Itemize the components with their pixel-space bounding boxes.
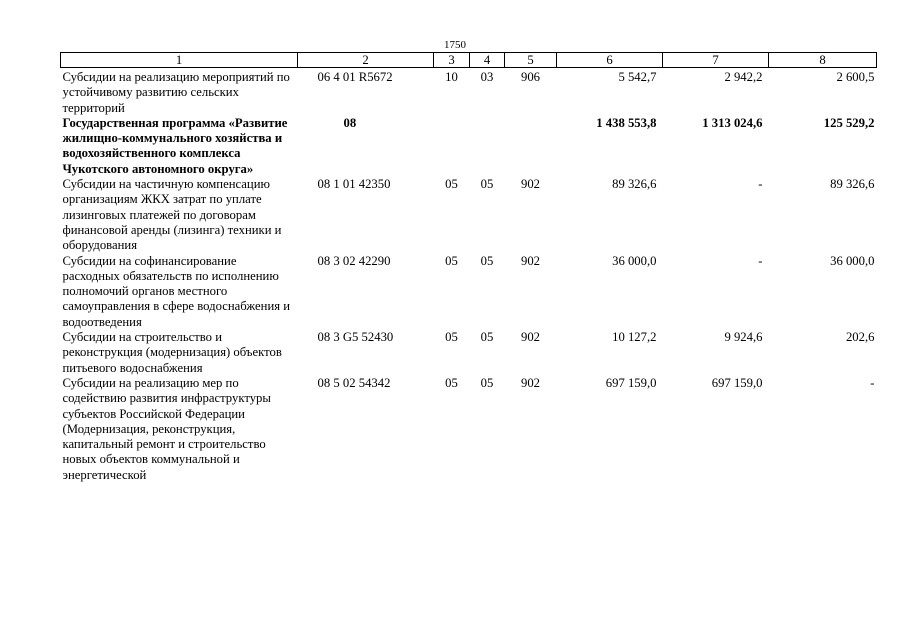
row-col-8: 89 326,6 [830,177,875,192]
budget-table [60,52,877,483]
header-col-1: 1 [61,53,298,68]
row-col-7: - [758,253,763,268]
row-col-6: 5 542,7 [618,70,657,84]
row-col-7: 1 313 024,6 [702,115,763,130]
row-col-7: 697 159,0 [711,375,763,390]
row-col-7: - [758,177,763,192]
row-col-4: 05 [480,253,494,268]
header-col-8: 8 [769,53,877,68]
row-col-8: 36 000,0 [830,253,875,268]
page-number: 1750 [444,39,466,51]
header-col-4: 4 [470,53,505,68]
row-col-6: 36 000,0 [612,253,657,268]
row-col-3: 10 [445,70,458,84]
row-name: Субсидии на реализацию мер по содействию развития инфраструктуры субъектов Российской Федерации (Модернизация, реконструкция, капитальный ремонт и строительство новых объектов коммунальной и энергетической [62,375,271,482]
row-col-7: 2 942,2 [724,70,763,84]
row-col-8: 202,6 [845,330,875,345]
row-col-5 [505,116,557,177]
row-col-4: 05 [480,375,494,390]
row-col-4: 05 [480,177,494,192]
table-body [61,68,877,484]
row-col-8: 125 529,2 [823,115,875,130]
row-col-6: 89 326,6 [612,177,657,192]
row-name: Субсидии на частичную компенсацию организациям ЖКХ затрат по уплате лизинговых платежей по договорам финансовой аренды (лизинга) техники и оборудования [62,177,282,253]
header-col-6: 6 [557,53,663,68]
row-col-5: 906 [520,70,541,84]
table-row [61,116,877,177]
row-col-8: 2 600,5 [836,70,875,84]
row-col-3: 05 [445,177,458,192]
header-col-3: 3 [434,53,470,68]
table-row [61,177,877,253]
row-col-5: 902 [520,253,541,268]
header-col-5: 5 [505,53,557,68]
table-row [61,330,877,376]
table-row [61,68,877,116]
row-name: Субсидии на строительство и реконструкция (модернизация) объектов питьевого водоснабжения [62,330,282,375]
table-row [61,254,877,330]
row-code: 08 5 02 54342 [317,375,391,390]
row-code: 08 3 02 42290 [317,253,391,268]
row-col-6: 1 438 553,8 [596,115,657,130]
row-col-3: 05 [445,330,458,345]
row-code: 08 1 01 42350 [317,177,391,192]
row-name: Субсидии на софинансирование расходных обязательств по исполнению полномочий органов местного самоуправления в сфере водоснабжения и водоотведения [62,253,291,329]
row-col-4 [470,116,505,177]
header-row [61,53,877,68]
row-col-5: 902 [520,330,541,345]
row-col-7: 9 924,6 [724,330,763,345]
row-col-3: 05 [445,253,458,268]
row-col-8: - [870,375,875,390]
table-row [61,376,877,483]
row-col-4: 03 [480,70,494,84]
row-col-6: 697 159,0 [605,375,657,390]
row-name: Субсидии на реализацию мероприятий по устойчивому развитию сельских территорий [62,70,290,115]
row-code: 08 3 G5 52430 [317,330,394,345]
row-col-5: 902 [520,375,541,390]
header-col-2: 2 [298,53,434,68]
row-code: 08 [343,115,357,130]
row-col-3: 05 [445,375,458,390]
row-col-5: 902 [520,177,541,192]
row-col-6: 10 127,2 [612,330,657,345]
row-code: 06 4 01 R5672 [317,70,393,84]
row-name: Государственная программа «Развитие жилищно-коммунального хозяйства и водохозяйственного комплекса Чукотского автономного округа» [62,115,288,176]
row-col-3 [434,116,470,177]
header-col-7: 7 [663,53,769,68]
row-col-4: 05 [480,330,494,345]
table-header [61,53,877,68]
